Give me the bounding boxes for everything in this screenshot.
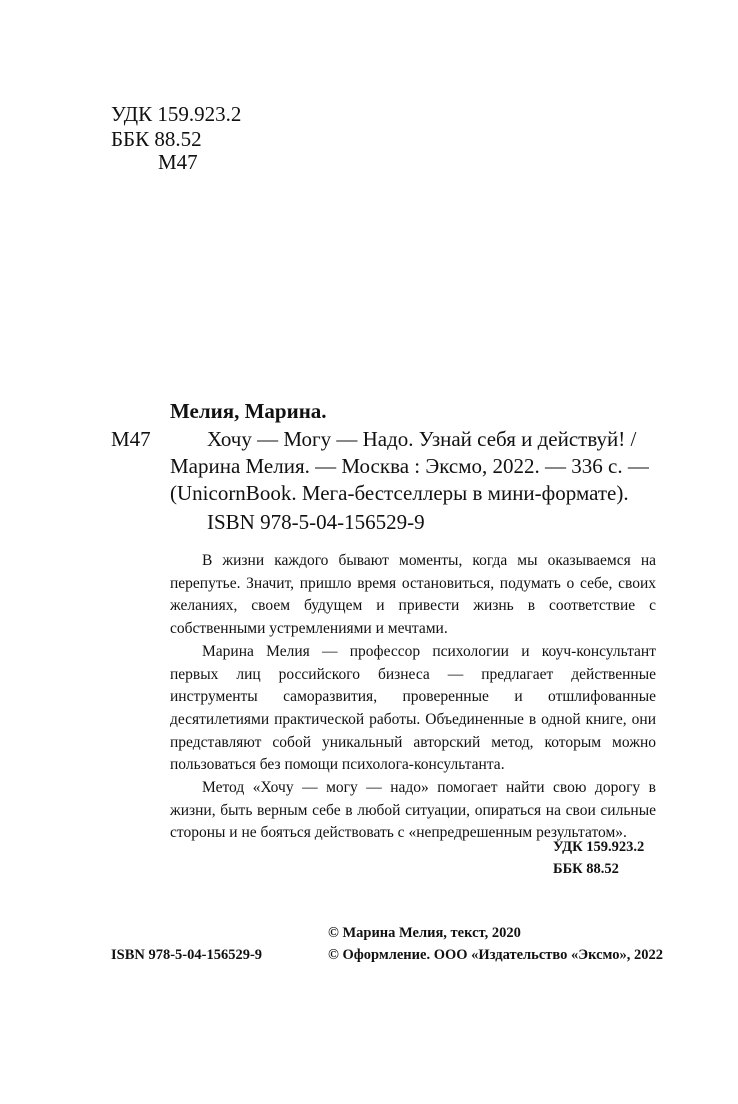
bbk-code: ББК 88.52 [111, 127, 202, 151]
copyright-text: © Марина Мелия, текст, 2020 [328, 925, 521, 941]
bottom-udk-code: УДК 159.923.2 [553, 839, 645, 855]
footer-isbn: ISBN 978-5-04-156529-9 [111, 947, 263, 963]
annotation-paragraph-2: Марина Мелия — профессор психологии и коуч-консультант первых лиц российского бизнеса — предлагает действенные инструменты саморазвития, проверенные и отшлифованные десятилетиями практической работы. Объединенные в одной книге, они представляют собой уникальный авторский метод, которым можно пользоваться без помощи психолога-консультанта. [170, 642, 656, 774]
record-isbn: ISBN 978-5-04-156529-9 [207, 510, 425, 534]
record-series-line: (UnicornBook. Мега-бестселлеры в мини-формате). [170, 481, 629, 505]
annotation-paragraph-3: Метод «Хочу — могу — надо» помогает найти свою дорогу в жизни, быть верным себе в любой ситуации, опираться на свои сильные стороны и не бояться действовать с «непредрешенным результатом». [170, 779, 656, 842]
copyright-design: © Оформление. ООО «Издательство «Эксмо», 2022 [328, 947, 663, 963]
record-author: Мелия, Марина. [170, 399, 327, 423]
record-author-mark: М47 [111, 427, 151, 451]
record-publication-line: Марина Мелия. — Москва : Эксмо, 2022. — 336 с. — [170, 454, 649, 478]
annotation-paragraph-1: В жизни каждого бывают моменты, когда мы оказываемся на перепутье. Значит, пришло время остановиться, подумать о себе, своих желаниях, своем будущем и привести жизнь в соответствие с собственными устремлениями и мечтами. [170, 552, 656, 638]
bottom-bbk-code: ББК 88.52 [553, 861, 619, 877]
author-mark: М47 [158, 150, 198, 174]
record-title-line: Хочу — Могу — Надо. Узнай себя и действуй! / [207, 427, 637, 451]
udk-code: УДК 159.923.2 [111, 102, 242, 126]
annotation [170, 550, 656, 845]
